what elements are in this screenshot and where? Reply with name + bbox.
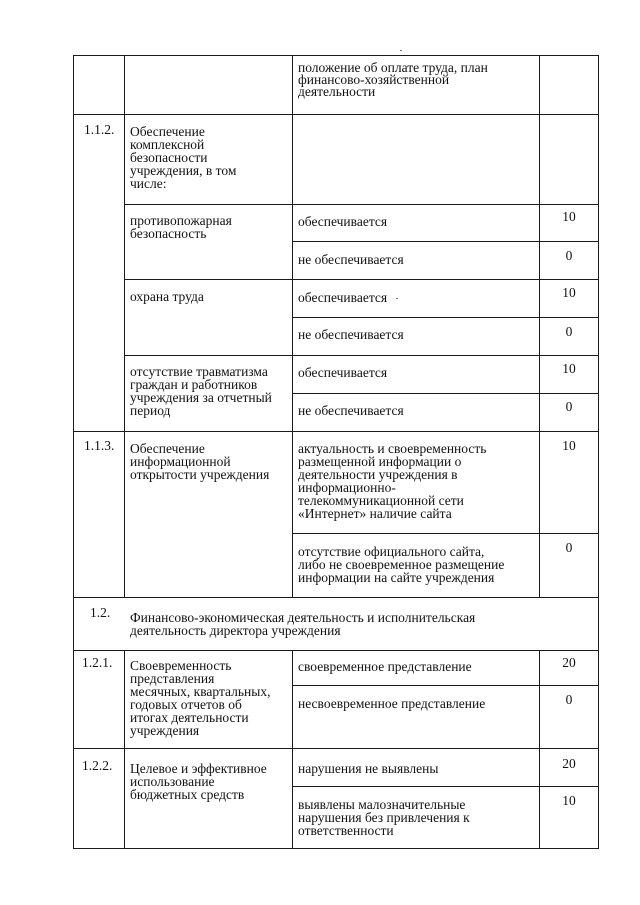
table-border-left xyxy=(73,55,74,849)
section-title: деятельность директора учреждения xyxy=(130,623,341,638)
criterion-text: обеспечивается xyxy=(298,365,388,380)
row-sep-labor xyxy=(124,279,599,280)
col-divider-3b xyxy=(539,650,540,849)
criterion-text: «Интернет» наличие сайта xyxy=(298,506,452,521)
indicator-title: использование xyxy=(130,774,215,789)
score-value: 10 xyxy=(562,209,576,224)
criterion-text: выявлены малозначительные xyxy=(298,797,466,812)
scan-speck xyxy=(400,50,402,51)
score-value: 10 xyxy=(562,285,576,300)
sub-indicator: граждан и работников xyxy=(130,377,258,392)
row-sep-122 xyxy=(73,748,599,749)
criterion-text: своевременное представление xyxy=(298,659,472,674)
indicator-title: безопасности xyxy=(130,150,208,165)
indicator-title: Своевременность xyxy=(130,658,232,673)
indicator-title: учреждения xyxy=(130,723,200,738)
indicator-title: представления xyxy=(130,671,215,686)
criterion-text: телекоммуникационной сети xyxy=(298,493,464,508)
row-sep-112 xyxy=(73,114,599,115)
criterion-text: обеспечивается xyxy=(298,290,388,305)
sub-indicator: охрана труда xyxy=(130,289,204,304)
criterion-text: нарушения не выявлены xyxy=(298,761,439,776)
sub-indicator: учреждения за отчетный xyxy=(130,390,272,405)
row-split-labor xyxy=(292,317,599,318)
score-value: 10 xyxy=(562,361,576,376)
criterion-text: ответственности xyxy=(298,823,394,838)
criterion-text: не обеспечивается xyxy=(298,403,404,418)
score-value: 20 xyxy=(562,756,576,771)
row-sep-113 xyxy=(73,431,599,432)
col-divider-1b xyxy=(124,650,125,849)
sub-indicator: безопасность xyxy=(130,226,207,241)
row-number: 1.2.2. xyxy=(82,758,113,773)
indicator-title: бюджетных средств xyxy=(130,787,245,802)
criterion-text: обеспечивается xyxy=(298,214,388,229)
criterion-text: либо не своевременное размещение xyxy=(298,557,505,572)
col-divider-1a xyxy=(124,55,125,597)
indicator-title: информационной xyxy=(130,454,231,469)
section-number: 1.2. xyxy=(90,605,111,620)
col-divider-2a xyxy=(292,55,293,597)
criterion-text: размещенной информации о xyxy=(298,454,462,469)
row-split-injury xyxy=(292,393,599,394)
indicator-title: учреждения, в том xyxy=(130,163,237,178)
criterion-text: информации на сайте учреждения xyxy=(298,570,495,585)
criterion-text: не обеспечивается xyxy=(298,252,404,267)
criterion-text: деятельности учреждения в xyxy=(298,467,458,482)
table-border-right xyxy=(598,55,599,849)
row-number: 1.1.2. xyxy=(84,122,115,137)
row-sep-12 xyxy=(73,597,599,598)
scan-speck xyxy=(396,298,398,299)
row-split-121 xyxy=(292,685,599,686)
row-split-fire xyxy=(292,241,599,242)
indicator-title: годовых отчетов об xyxy=(130,697,242,712)
score-value: 0 xyxy=(565,540,573,555)
criterion-text: несвоевременное представление xyxy=(298,696,486,711)
criterion-text: деятельности xyxy=(298,84,376,99)
score-value: 10 xyxy=(562,438,576,453)
row-number: 1.2.1. xyxy=(82,655,113,670)
section-title: Финансово-экономическая деятельность и исполнительская xyxy=(130,610,476,625)
indicator-title: итогах деятельности xyxy=(130,710,249,725)
criterion-text: отсутствие официального сайта, xyxy=(298,544,485,559)
score-value: 20 xyxy=(562,655,576,670)
row-number: 1.1.3. xyxy=(84,438,115,453)
indicator-title: месячных, квартальных, xyxy=(130,684,271,699)
row-split-113 xyxy=(292,533,599,534)
score-value: 0 xyxy=(565,399,573,414)
sub-indicator: отсутствие травматизма xyxy=(130,364,268,379)
row-sep-injury xyxy=(124,355,599,356)
row-split-122 xyxy=(292,786,599,787)
criterion-text: информационно- xyxy=(298,480,396,495)
row-sep-121 xyxy=(73,650,599,651)
indicator-title: Целевое и эффективное xyxy=(130,761,267,776)
indicator-title: открытости учреждения xyxy=(130,467,270,482)
criterion-text: актуальность и своевременность xyxy=(298,441,487,456)
indicator-title: комплексной xyxy=(130,137,205,152)
table-border-top xyxy=(73,55,599,56)
sub-indicator: период xyxy=(130,403,171,418)
indicator-title: Обеспечение xyxy=(130,124,205,139)
row-sep-fire xyxy=(124,204,599,205)
score-value: 10 xyxy=(562,793,576,808)
indicator-title: числе: xyxy=(130,176,167,191)
indicator-title: Обеспечение xyxy=(130,441,205,456)
col-divider-3a xyxy=(539,55,540,597)
score-value: 0 xyxy=(565,248,573,263)
score-value: 0 xyxy=(565,324,573,339)
sub-indicator: противопожарная xyxy=(130,213,232,228)
criterion-text: нарушения без привлечения к xyxy=(298,810,470,825)
criterion-text: не обеспечивается xyxy=(298,327,404,342)
col-divider-2b xyxy=(292,650,293,849)
score-value: 0 xyxy=(565,692,573,707)
criterion-text: финансово-хозяйственной xyxy=(298,72,450,87)
table-border-bottom xyxy=(73,848,599,849)
criterion-text: положение об оплате труда, план xyxy=(298,60,488,75)
